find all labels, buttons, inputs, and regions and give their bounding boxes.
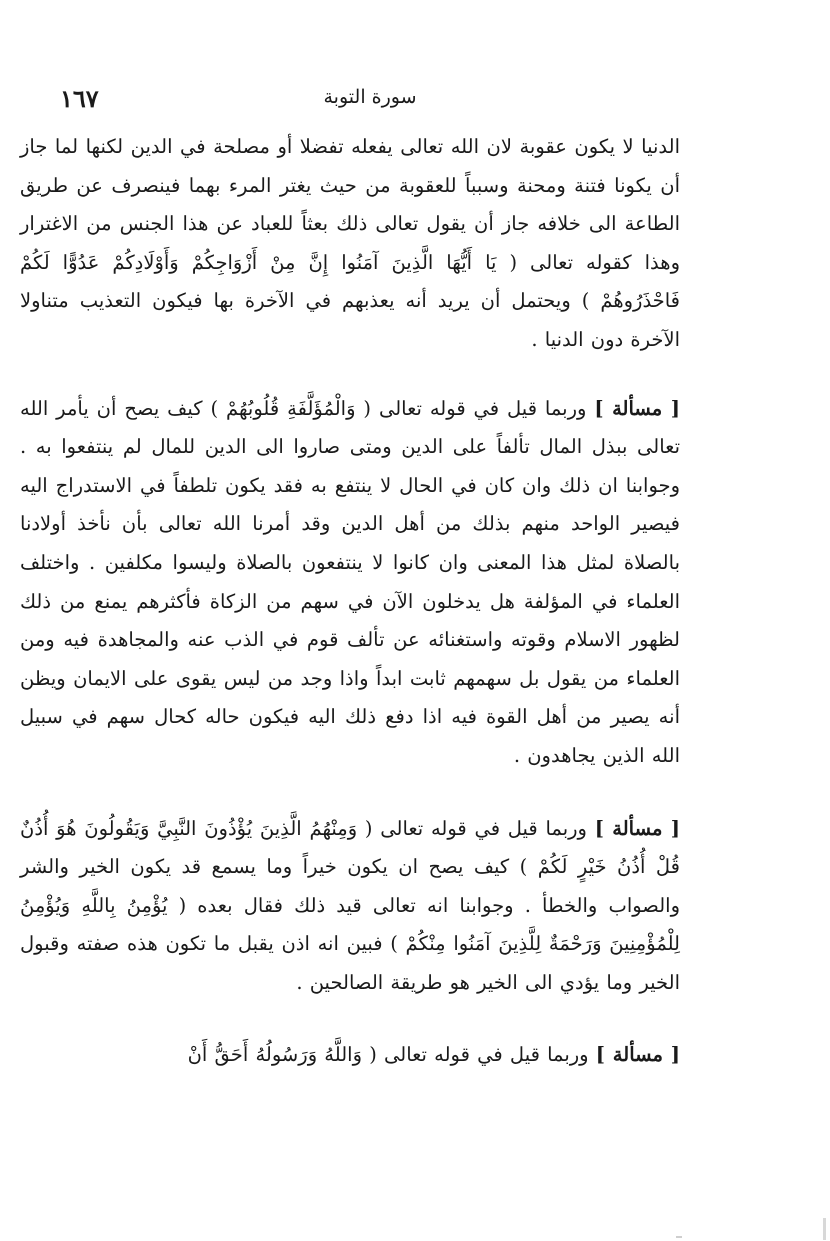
body-text (20, 128, 680, 1075)
page-header (60, 84, 680, 114)
paragraph-masala-1 (20, 390, 680, 776)
paragraph-text: وربما قيل في قوله تعالى ( وَمِنْهُمُ الَّذِينَ يُؤْذُونَ النَّبِيَّ وَيَقُولُونَ هُوَ أُذُنٌ قُلْ أُذُنُ خَيْرٍ لَكُمْ ) كيف يصح ان يكون خيراً وما يسمع قد يكون الخير والشر والصواب والخطأ . وجوابنا انه تعالى قيد ذلك فقال بعده ( يُؤْمِنُ بِاللَّهِ وَيُؤْمِنُ لِلْمُؤْمِنِينَ وَرَحْمَةٌ لِلَّذِينَ آمَنُوا مِنْكُمْ ) فبين انه اذن يقبل ما تكون هذه صفته وقبول الخير وما يؤدي الى الخير هو طريقة الصالحين . (20, 816, 680, 994)
paragraph-masala-3 (20, 1036, 680, 1075)
scan-speck (823, 1218, 826, 1240)
masala-label: [ مسألة ] (594, 816, 680, 840)
page-number: ١٦٧ (60, 84, 99, 113)
paragraph-intro (20, 128, 680, 360)
masala-label: [ مسألة ] (595, 1043, 680, 1067)
paragraph-text: الدنيا لا يكون عقوبة لان الله تعالى يفعله تفضلا أو مصلحة في الدين لكنها لما جاز أن يكونا فتنة ومحنة وسبباً للعقوبة من حيث يغتر المرء بهما فينصرف عن طريق الطاعة الى خلافه جاز أن يقول تعالى ذلك بعثاً للعباد عن هذا الجنس من الاغترار وهذا كقوله تعالى ( يَا أَيُّهَا الَّذِينَ آمَنُوا إِنَّ مِنْ أَزْوَاجِكُمْ وَأَوْلَادِكُمْ عَدُوًّا لَكُمْ فَاحْذَرُوهُمْ ) ويحتمل أن يريد أنه يعذبهم في الآخرة بها فيكون التعذيب متناولا الآخرة دون الدنيا . (20, 135, 680, 351)
paragraph-masala-2 (20, 810, 680, 1003)
paragraph-text: وربما قيل في قوله تعالى ( وَاللَّهُ وَرَسُولُهُ أَحَقُّ أَنْ (187, 1043, 589, 1067)
masala-label: [ مسألة ] (594, 396, 680, 420)
paragraph-text: وربما قيل في قوله تعالى ( وَالْمُؤَلَّفَةِ قُلُوبُهُمْ ) كيف يصح أن يأمر الله تعالى ببذل المال تألفاً على الدين ومتى صاروا الى الدين للمال لم ينتفعوا به . وجوابنا ان ذلك وان كان في الحال لا ينتفع به فقد يكون تلطفاً في الاستدراج اليه فيصير الواحد منهم بذلك من أهل الدين وقد أمرنا الله تعالى بأن نأخذ أولادنا بالصلاة لمثل هذا المعنى وان كانوا لا ينتفعون بالصلاة وليسوا مكلفين . واختلف العلماء في المؤلفة هل يدخلون الآن في سهم من الزكاة فأكثرهم يمنع من ذلك لظهور الاسلام وقوته واستغنائه عن تألف قوم في الذب عنه والمجاهدة فيه ومن العلماء من يقول بل سهمهم ثابت ابداً واذا وجد من ليس يقوى على الايمان ويظن أنه يصير من أهل القوة فيه اذا دفع ذلك اليه فيكون حاله كحال سهم في سبيل الله الذين يجاهدون . (20, 396, 680, 767)
running-title: سورة التوبة (323, 86, 417, 108)
scan-speck (676, 1236, 682, 1238)
